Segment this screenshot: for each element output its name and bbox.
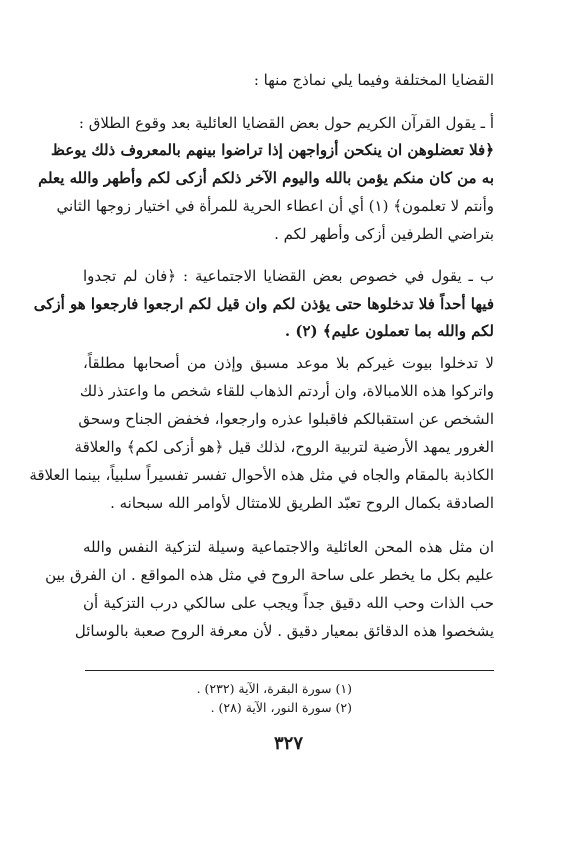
para-a-line-5: بتراضي الطرفين أزكى وأطهر لكم . xyxy=(274,225,494,243)
para-d-line-4: يشخصوا هذه الدقائق بمعيار دقيق . لأن معرفة الروح صعبة بالوسائل xyxy=(74,622,494,640)
para-a-line-3 xyxy=(38,167,494,189)
quran-verse-quote: به من كان منكم يؤمن بالله واليوم الآخر ذلكم أزكى لكم وأطهر والله يعلم xyxy=(38,169,494,187)
footnote-2: (٢) سورة النور، الآية (٢٨) . xyxy=(210,700,352,715)
para-a-line-1: أ ـ يقول القرآن الكريم حول بعض القضايا العائلية بعد وقوع الطلاق : xyxy=(78,114,494,132)
footnote-1: (١) سورة البقرة، الآية (٢٣٢) . xyxy=(196,681,352,696)
para-a-line-4: وأنتم لا تعلمون﴾ (١) أي أن اعطاء الحرية للمرأة في اختيار زوجها الثاني xyxy=(56,197,494,215)
page-number: ٣٢٧ xyxy=(273,733,303,754)
quran-verse-quote: فيها أحداً فلا تدخلوها حتى يؤذن لكم وان قيل لكم ارجعوا فارجعوا هو أزكى xyxy=(33,295,494,313)
para-b-line-2 xyxy=(33,293,494,315)
para-c-line-1: لا تدخلوا بيوت غيركم بلا موعد مسبق وإذن من أصحابها مطلقاً، xyxy=(83,354,494,372)
para-d-line-1: ان مثل هذه المحن العائلية والاجتماعية وسيلة لتزكية النفس والله xyxy=(83,538,494,556)
para-c-line-2: واتركوا هذه اللامبالاة، وان أردتم الذهاب للقاء شخص ما واعتذر ذلك xyxy=(79,382,494,400)
para-c-line-3: الشخص عن استقبالكم فاقبلوا عذره وارجعوا، فخفض الجناح وسحق xyxy=(78,410,494,428)
intro-line: القضايا المختلفة وفيما يلي نماذج منها : xyxy=(253,71,494,89)
footnote-separator xyxy=(85,670,494,671)
para-b-line-3 xyxy=(83,320,494,342)
para-d-line-2: عليم بكل ما يخطر على ساحة الروح في مثل هذه المواقع . ان الفرق بين xyxy=(45,566,494,584)
para-c-line-6: الصادقة بكمال الروح تعبّد الطريق للامتثال لأوامر الله سبحانه . xyxy=(110,494,494,512)
para-d-line-3: حب الذات وحب الله دقيق جداً ويجب على سالكي درب التزكية أن xyxy=(83,594,494,612)
para-a-line-2 xyxy=(51,139,494,161)
para-b-line-1: ب ـ يقول في خصوص بعض القضايا الاجتماعية : ﴿فان لم تجدوا xyxy=(83,267,494,285)
para-c-line-4: الغرور يمهد الأرضية لتربية الروح، لذلك قيل ﴿هو أزكى لكم﴾ والعلاقة xyxy=(74,438,494,456)
quran-verse-quote: ﴿فلا تعضلوهن ان ينكحن أزواجهن إذا تراضوا بينهم بالمعروف ذلك يوعظ xyxy=(51,141,494,159)
para-c-line-5: الكاذبة بالمقام والجاه في مثل هذه الأحوال تفسر تفسيراً سلبياً، بينما العلاقة xyxy=(29,466,494,484)
quran-verse-quote: لكم والله بما تعملون عليم﴾ (٢) . xyxy=(284,322,494,340)
